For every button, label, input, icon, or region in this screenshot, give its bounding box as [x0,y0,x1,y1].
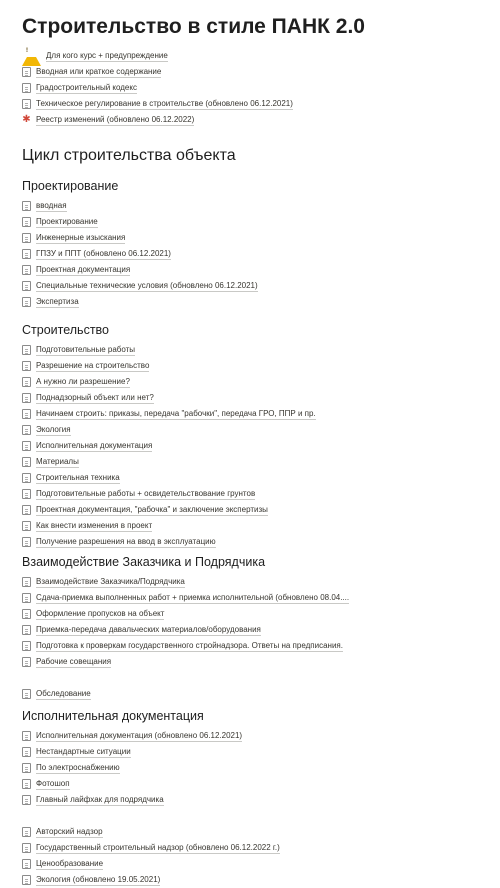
page-link-label: Авторский надзор [36,827,103,836]
page-link-label: Исполнительная документация (обновлено 06.12.2021) [36,731,243,740]
page-link[interactable] [22,760,478,776]
page-icon [22,641,31,651]
page-icon [22,489,31,499]
page-link[interactable] [22,342,478,358]
page-icon [22,779,31,789]
page-link-label: По электроснабжению [36,763,120,772]
page-link-label: Проектная документация [36,265,131,274]
page-link[interactable] [22,686,478,702]
page-icon [22,859,31,869]
page-link[interactable] [22,872,478,888]
page-link[interactable] [22,590,478,606]
page-link[interactable] [22,840,478,856]
page-link[interactable] [22,214,478,230]
page-icon [22,425,31,435]
page-link-label: Как внести изменения в проект [36,521,153,530]
page-icon [22,827,31,837]
page-link[interactable] [22,654,478,670]
page-icon [22,657,31,667]
page-icon [22,409,31,419]
executive-after-list [22,824,478,888]
page-link-label: Получение разрешения на ввод в эксплуатацию [36,537,216,546]
page-link[interactable] [22,638,478,654]
page-link-label: Фотошоп [36,779,70,788]
page-link-label: Вводная или краткое содержание [36,67,162,76]
page-link[interactable] [22,48,478,64]
page-icon [22,441,31,451]
page-link[interactable] [22,390,478,406]
page-link-label: Государственный строительный надзор (обновлено 06.12.2022 г.) [36,843,280,852]
page-link-label: Подготовка к проверкам государственного стройнадзора. Ответы на предписания. [36,641,343,650]
page-link-label: Реестр изменений (обновлено 06.12.2022) [36,115,195,124]
page-link[interactable] [22,438,478,454]
interaction-after-list [22,686,478,702]
page-link-label: Взаимодействие Заказчика/Подрядчика [36,577,185,586]
page-link-label: Поднадзорный объект или нет? [36,393,154,402]
page-link[interactable] [22,470,478,486]
page-icon [22,843,31,853]
page-link-label: Подготовительные работы [36,345,136,354]
page-link[interactable] [22,824,478,840]
page-link-label: Исполнительная документация [36,441,153,450]
page-link[interactable] [22,574,478,590]
page-link-label: Проектная документация, "рабочка" и заключение экспертизы [36,505,268,514]
page-link-label: Градостроительный кодекс [36,83,137,92]
page-link[interactable] [22,230,478,246]
page-link-label: Инженерные изыскания [36,233,126,242]
page-link-label: Специальные технические условия (обновлено 06.12.2021) [36,281,258,290]
page-icon [22,731,31,741]
design-list [22,198,478,310]
page-link[interactable] [22,622,478,638]
interaction-list [22,574,478,670]
page-link[interactable] [22,454,478,470]
page-icon [22,795,31,805]
construction-list [22,342,478,550]
page-icon [22,345,31,355]
page-link-label: Оформление пропусков на объект [36,609,165,618]
page-icon [22,201,31,211]
page-link[interactable] [22,792,478,808]
page-icon [22,763,31,773]
page-link-label: Проектирование [36,217,98,226]
page-link-label: Начинаем строить: приказы, передача "рабочки", передача ГРО, ППР и пр. [36,409,316,418]
page-icon [22,297,31,307]
page-link-label: Обследование [36,689,91,698]
page-icon [22,747,31,757]
page-link[interactable] [22,262,478,278]
page-link-label: Экология (обновлено 19.05.2021) [36,875,161,884]
page-icon [22,473,31,483]
page-link[interactable] [22,744,478,760]
page-icon [22,689,31,699]
page-link-label: Приемка-передача давальческих материалов/оборудования [36,625,261,634]
warning-icon [22,47,41,66]
page-icon [22,593,31,603]
page-link[interactable] [22,406,478,422]
page-link-label: Экология [36,425,71,434]
page-link-label: вводная [36,201,67,210]
page-icon [22,625,31,635]
spacer [22,808,478,824]
page-link[interactable] [22,422,478,438]
page-link[interactable] [22,358,478,374]
page-icon [22,217,31,227]
page-link-label: ГПЗУ и ППТ (обновлено 06.12.2021) [36,249,171,258]
page-link[interactable] [22,776,478,792]
page-icon [22,361,31,371]
design-heading: Проектирование [22,179,119,193]
page-link-label: Разрешение на строительство [36,361,150,370]
page-icon [22,521,31,531]
page-link-label: Для кого курс + предупреждение [46,51,168,60]
page-link-label: Главный лайфхак для подрядчика [36,795,164,804]
page-link[interactable] [22,80,478,96]
page-link[interactable] [22,728,478,744]
page-link-label: Экспертиза [36,297,79,306]
page-link[interactable] [22,278,478,294]
page-icon [22,265,31,275]
page-title: Строительство в стиле ПАНК 2.0 [22,15,365,38]
page-link-label: Строительная техника [36,473,120,482]
page-link-label: Сдача-приемка выполненных работ + приемка исполнительной (обновлено 08.04.... [36,593,350,602]
page-icon [22,249,31,259]
page-icon [22,99,31,109]
page-icon [22,537,31,547]
executive-heading: Исполнительная документация [22,709,204,723]
page-link[interactable] [22,534,478,550]
page-link[interactable] [22,112,478,128]
page-icon [22,377,31,387]
page-icon [22,67,31,77]
page-icon [22,233,31,243]
page-link[interactable] [22,518,478,534]
construction-heading: Строительство [22,323,109,337]
page-link[interactable] [22,198,478,214]
page-icon [22,83,31,93]
gear-icon: ✱ [22,114,31,125]
interaction-heading: Взаимодействие Заказчика и Подрядчика [22,555,266,569]
executive-list [22,728,478,808]
page-link[interactable] [22,486,478,502]
page-link-label: А нужно ли разрешение? [36,377,130,386]
page-link-label: Материалы [36,457,79,466]
intro-list [22,48,478,128]
page-link[interactable] [22,502,478,518]
page-link[interactable] [22,64,478,80]
page-icon [22,457,31,467]
page-icon [22,577,31,587]
page-link[interactable] [22,606,478,622]
page-link[interactable] [22,294,478,310]
page-link[interactable] [22,856,478,872]
page-icon [22,875,31,885]
cycle-heading: Цикл строительства объекта [22,147,236,164]
page-link[interactable] [22,374,478,390]
page-link-label: Ценообразование [36,859,104,868]
page-link-label: Нестандартные ситуации [36,747,131,756]
page-link-label: Техническое регулирование в строительстве (обновлено 06.12.2021) [36,99,293,108]
page-link[interactable] [22,96,478,112]
page-link-label: Подготовительные работы + освидетельствование грунтов [36,489,256,498]
page-icon [22,505,31,515]
spacer [22,670,478,686]
page-link-label: Рабочие совещания [36,657,112,666]
page-icon [22,393,31,403]
page-icon [22,609,31,619]
page-link[interactable] [22,246,478,262]
page-icon [22,281,31,291]
